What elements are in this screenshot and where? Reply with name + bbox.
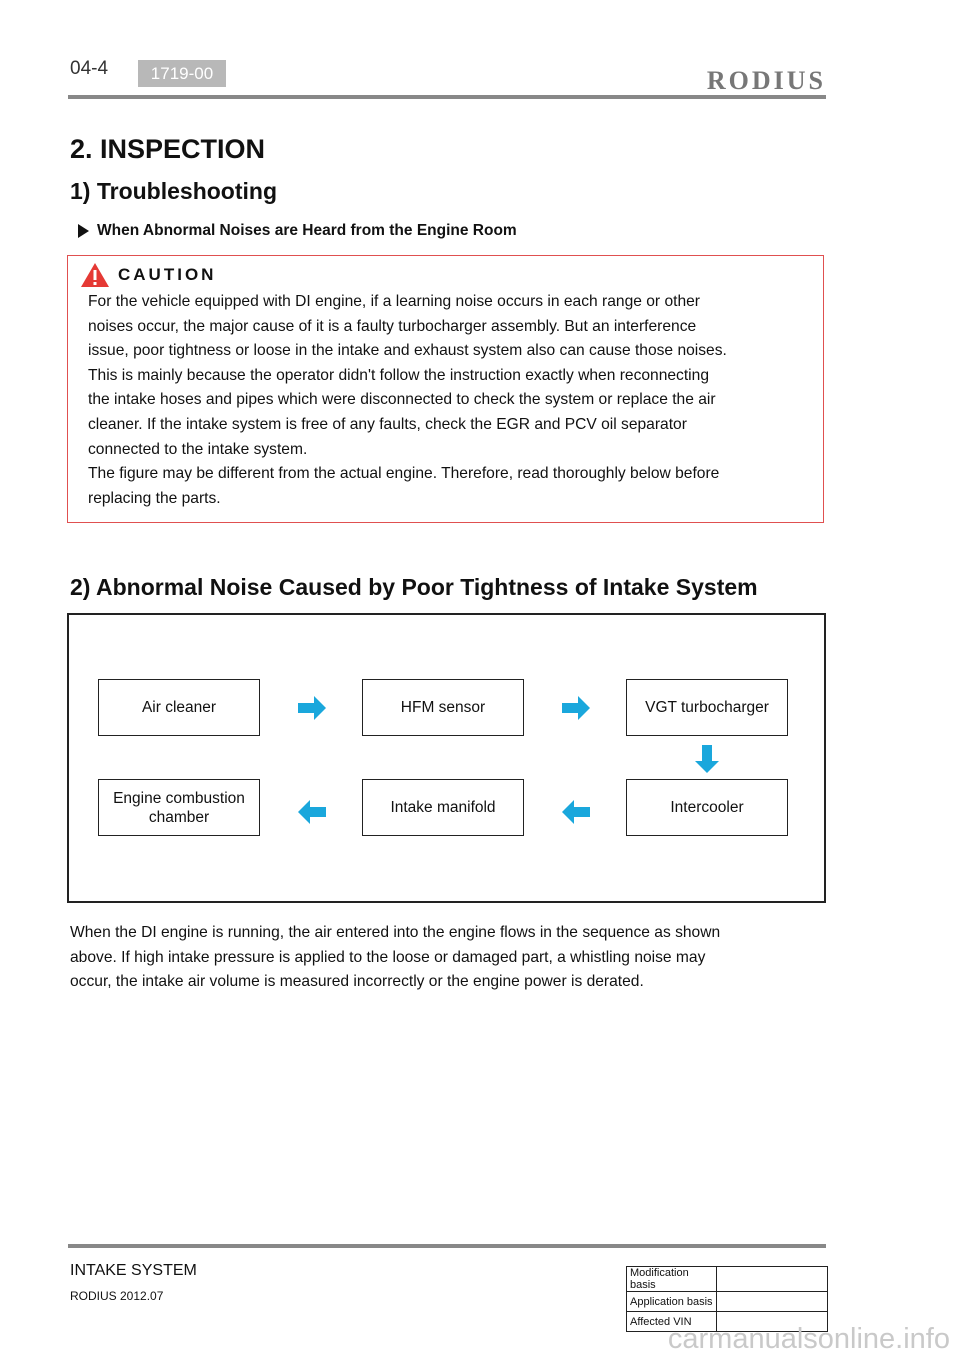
- caution-line: noises occur, the major cause of it is a faulty turbocharger assembly. But an interference: [88, 317, 697, 335]
- revision-value: [717, 1292, 828, 1312]
- caution-line: This is mainly because the operator didn't follow the instruction exactly when reconnecting: [88, 366, 709, 384]
- body-line: occur, the intake air volume is measured incorrectly or the engine power is derated.: [70, 973, 644, 991]
- body-paragraph: [70, 921, 770, 995]
- flow-node-air-cleaner: Air cleaner: [98, 679, 260, 736]
- footer-title: INTAKE SYSTEM: [70, 1262, 197, 1279]
- caution-line: The figure may be different from the actual engine. Therefore, read thoroughly below before: [88, 465, 720, 483]
- revision-value: [717, 1267, 828, 1292]
- revision-label: Affected VIN: [627, 1312, 717, 1332]
- revision-label: Application basis: [627, 1292, 717, 1312]
- page-number: 04-4: [70, 58, 109, 79]
- triangle-bullet-icon: [78, 224, 89, 238]
- table-row: [627, 1267, 828, 1292]
- caution-text: [88, 290, 778, 511]
- brand-logo: RODIUS: [706, 66, 826, 95]
- arrow-right-icon: [560, 692, 592, 724]
- flow-node-vgt-turbocharger: VGT turbocharger: [626, 679, 788, 736]
- caution-line: issue, poor tightness or loose in the intake and exhaust system also can cause those noises.: [88, 342, 727, 360]
- caution-header: [80, 262, 216, 288]
- footer-subtitle: RODIUS 2012.07: [70, 1289, 164, 1303]
- flow-node-hfm-sensor: HFM sensor: [362, 679, 524, 736]
- watermark: carmanualsonline.info: [667, 1323, 950, 1355]
- bullet-heading-text: When Abnormal Noises are Heard from the Engine Room: [97, 222, 517, 239]
- subsection-title-troubleshooting: 1) Troubleshooting: [70, 178, 277, 204]
- arrow-right-icon: [296, 692, 328, 724]
- caution-line: connected to the intake system.: [88, 440, 308, 458]
- section-title: 2. INSPECTION: [70, 134, 266, 164]
- table-row: [627, 1292, 828, 1312]
- caution-line: cleaner. If the intake system is free of any faults, check the EGR and PCV oil separator: [88, 415, 687, 433]
- revision-label: Modification basis: [627, 1267, 717, 1292]
- caution-label: CAUTION: [118, 265, 217, 284]
- subsection-title-abnormal-noise: 2) Abnormal Noise Caused by Poor Tightness of Intake System: [70, 574, 758, 600]
- arrow-left-icon: [296, 796, 328, 828]
- bullet-heading: [78, 222, 517, 240]
- body-line: When the DI engine is running, the air entered into the engine flows in the sequence as shown: [70, 924, 721, 941]
- flow-node-intake-manifold: Intake manifold: [362, 779, 524, 836]
- warning-triangle-icon: [80, 262, 110, 288]
- arrow-down-icon: [691, 743, 723, 775]
- caution-line: For the vehicle equipped with DI engine, if a learning noise occurs in each range or other: [88, 293, 700, 310]
- caution-line: replacing the parts.: [88, 489, 221, 507]
- caution-line: the intake hoses and pipes which were disconnected to check the system or replace the air: [88, 391, 716, 409]
- flow-node-intercooler: Intercooler: [626, 779, 788, 836]
- section-code-badge: 1719-00: [138, 60, 226, 87]
- flow-node-engine-combustion-chamber: Engine combustion chamber: [98, 779, 260, 836]
- footer-divider: [68, 1244, 826, 1248]
- header-divider: [68, 95, 826, 99]
- body-line: above. If high intake pressure is applied to the loose or damaged part, a whistling noise may: [70, 948, 706, 966]
- arrow-left-icon: [560, 796, 592, 828]
